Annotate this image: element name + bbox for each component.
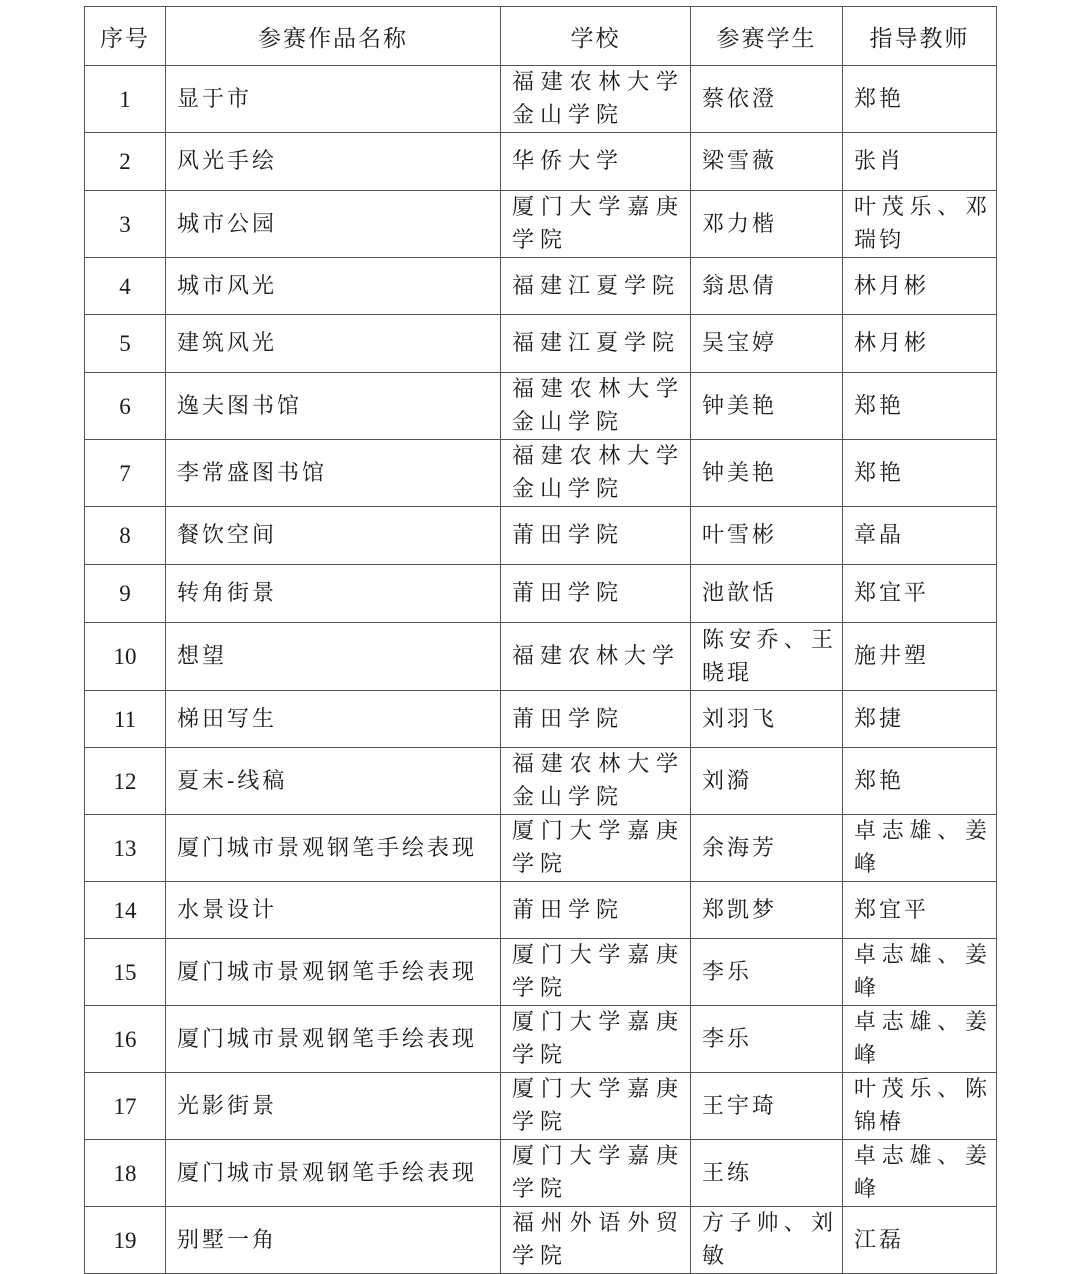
cell-students: 池歆恬: [691, 565, 843, 623]
cell-no: 6: [85, 373, 166, 440]
cell-school: 莆田学院: [501, 691, 691, 748]
cell-title: 城市风光: [166, 258, 501, 315]
cell-title: 风光手绘: [166, 133, 501, 191]
table-row: [85, 258, 997, 315]
cell-school: 莆田学院: [501, 507, 691, 565]
cell-students: 王练: [691, 1140, 843, 1207]
cell-no: 1: [85, 66, 166, 133]
cell-school: 厦门大学嘉庚学院: [501, 939, 691, 1006]
table-row: [85, 133, 997, 191]
cell-teachers: 江磊: [843, 1207, 997, 1274]
cell-no: 11: [85, 691, 166, 748]
cell-school: 福建农林大学金山学院: [501, 66, 691, 133]
cell-school: 福建江夏学院: [501, 258, 691, 315]
cell-title: 厦门城市景观钢笔手绘表现: [166, 1140, 501, 1207]
cell-school: 厦门大学嘉庚学院: [501, 1073, 691, 1140]
cell-students: 蔡依澄: [691, 66, 843, 133]
cell-no: 17: [85, 1073, 166, 1140]
cell-students: 郑凯梦: [691, 882, 843, 939]
cell-title: 夏末-线稿: [166, 748, 501, 815]
cell-students: 刘羽飞: [691, 691, 843, 748]
cell-no: 18: [85, 1140, 166, 1207]
header-teachers: 指导教师: [843, 7, 997, 66]
cell-students: 邓力楷: [691, 191, 843, 258]
cell-no: 13: [85, 815, 166, 882]
cell-no: 2: [85, 133, 166, 191]
table-row: [85, 1140, 997, 1207]
cell-no: 15: [85, 939, 166, 1006]
cell-teachers: 郑艳: [843, 66, 997, 133]
table-row: [85, 191, 997, 258]
cell-students: 李乐: [691, 939, 843, 1006]
cell-teachers: 卓志雄、姜峰: [843, 1006, 997, 1073]
cell-teachers: 叶茂乐、邓瑞钧: [843, 191, 997, 258]
cell-students: 刘漪: [691, 748, 843, 815]
header-students: 参赛学生: [691, 7, 843, 66]
header-row: [85, 7, 997, 66]
table-row: [85, 882, 997, 939]
table-row: [85, 440, 997, 507]
cell-school: 福建农林大学金山学院: [501, 373, 691, 440]
cell-teachers: 林月彬: [843, 258, 997, 315]
cell-school: 莆田学院: [501, 882, 691, 939]
cell-teachers: 郑艳: [843, 440, 997, 507]
header-no: 序号: [85, 7, 166, 66]
table-row: [85, 748, 997, 815]
cell-no: 7: [85, 440, 166, 507]
table-row: [85, 939, 997, 1006]
cell-no: 14: [85, 882, 166, 939]
table-row: [85, 315, 997, 373]
cell-teachers: 叶茂乐、陈锦椿: [843, 1073, 997, 1140]
cell-students: 李乐: [691, 1006, 843, 1073]
table-row: [85, 1006, 997, 1073]
cell-school: 福建江夏学院: [501, 315, 691, 373]
table-row: [85, 507, 997, 565]
cell-no: 3: [85, 191, 166, 258]
cell-teachers: 郑艳: [843, 373, 997, 440]
cell-teachers: 郑宜平: [843, 882, 997, 939]
cell-no: 4: [85, 258, 166, 315]
cell-no: 8: [85, 507, 166, 565]
cell-students: 梁雪薇: [691, 133, 843, 191]
cell-teachers: 郑捷: [843, 691, 997, 748]
cell-teachers: 卓志雄、姜峰: [843, 1140, 997, 1207]
cell-no: 12: [85, 748, 166, 815]
cell-title: 梯田写生: [166, 691, 501, 748]
table-row: [85, 1073, 997, 1140]
cell-students: 王宇琦: [691, 1073, 843, 1140]
cell-title: 逸夫图书馆: [166, 373, 501, 440]
cell-teachers: 郑宜平: [843, 565, 997, 623]
cell-school: 莆田学院: [501, 565, 691, 623]
cell-students: 陈安乔、王晓琨: [691, 623, 843, 691]
cell-students: 叶雪彬: [691, 507, 843, 565]
cell-students: 方子帅、刘敏: [691, 1207, 843, 1274]
table-row: [85, 1207, 997, 1274]
cell-school: 厦门大学嘉庚学院: [501, 1006, 691, 1073]
cell-title: 城市公园: [166, 191, 501, 258]
table-row: [85, 66, 997, 133]
cell-teachers: 卓志雄、姜峰: [843, 815, 997, 882]
cell-teachers: 郑艳: [843, 748, 997, 815]
cell-school: 厦门大学嘉庚学院: [501, 191, 691, 258]
cell-title: 厦门城市景观钢笔手绘表现: [166, 815, 501, 882]
cell-title: 李常盛图书馆: [166, 440, 501, 507]
cell-school: 福建农林大学金山学院: [501, 748, 691, 815]
cell-school: 福建农林大学金山学院: [501, 440, 691, 507]
cell-teachers: 章晶: [843, 507, 997, 565]
table-body: [85, 66, 997, 1274]
cell-students: 吴宝婷: [691, 315, 843, 373]
cell-school: 厦门大学嘉庚学院: [501, 815, 691, 882]
cell-students: 余海芳: [691, 815, 843, 882]
cell-title: 光影街景: [166, 1073, 501, 1140]
cell-school: 华侨大学: [501, 133, 691, 191]
cell-title: 水景设计: [166, 882, 501, 939]
cell-teachers: 林月彬: [843, 315, 997, 373]
cell-title: 别墅一角: [166, 1207, 501, 1274]
table-row: [85, 691, 997, 748]
cell-title: 转角街景: [166, 565, 501, 623]
award-table: [84, 6, 997, 1274]
cell-title: 厦门城市景观钢笔手绘表现: [166, 939, 501, 1006]
cell-title: 想望: [166, 623, 501, 691]
cell-no: 16: [85, 1006, 166, 1073]
table-row: [85, 565, 997, 623]
cell-no: 5: [85, 315, 166, 373]
cell-no: 10: [85, 623, 166, 691]
cell-teachers: 卓志雄、姜峰: [843, 939, 997, 1006]
cell-students: 翁思倩: [691, 258, 843, 315]
cell-students: 钟美艳: [691, 373, 843, 440]
header-school: 学校: [501, 7, 691, 66]
cell-title: 餐饮空间: [166, 507, 501, 565]
cell-teachers: 施井塑: [843, 623, 997, 691]
cell-no: 9: [85, 565, 166, 623]
cell-students: 钟美艳: [691, 440, 843, 507]
cell-school: 福建农林大学: [501, 623, 691, 691]
cell-title: 显于市: [166, 66, 501, 133]
cell-school: 福州外语外贸学院: [501, 1207, 691, 1274]
cell-no: 19: [85, 1207, 166, 1274]
cell-title: 厦门城市景观钢笔手绘表现: [166, 1006, 501, 1073]
cell-teachers: 张肖: [843, 133, 997, 191]
table-row: [85, 373, 997, 440]
cell-school: 厦门大学嘉庚学院: [501, 1140, 691, 1207]
table-row: [85, 623, 997, 691]
table-row: [85, 815, 997, 882]
cell-title: 建筑风光: [166, 315, 501, 373]
header-title: 参赛作品名称: [166, 7, 501, 66]
